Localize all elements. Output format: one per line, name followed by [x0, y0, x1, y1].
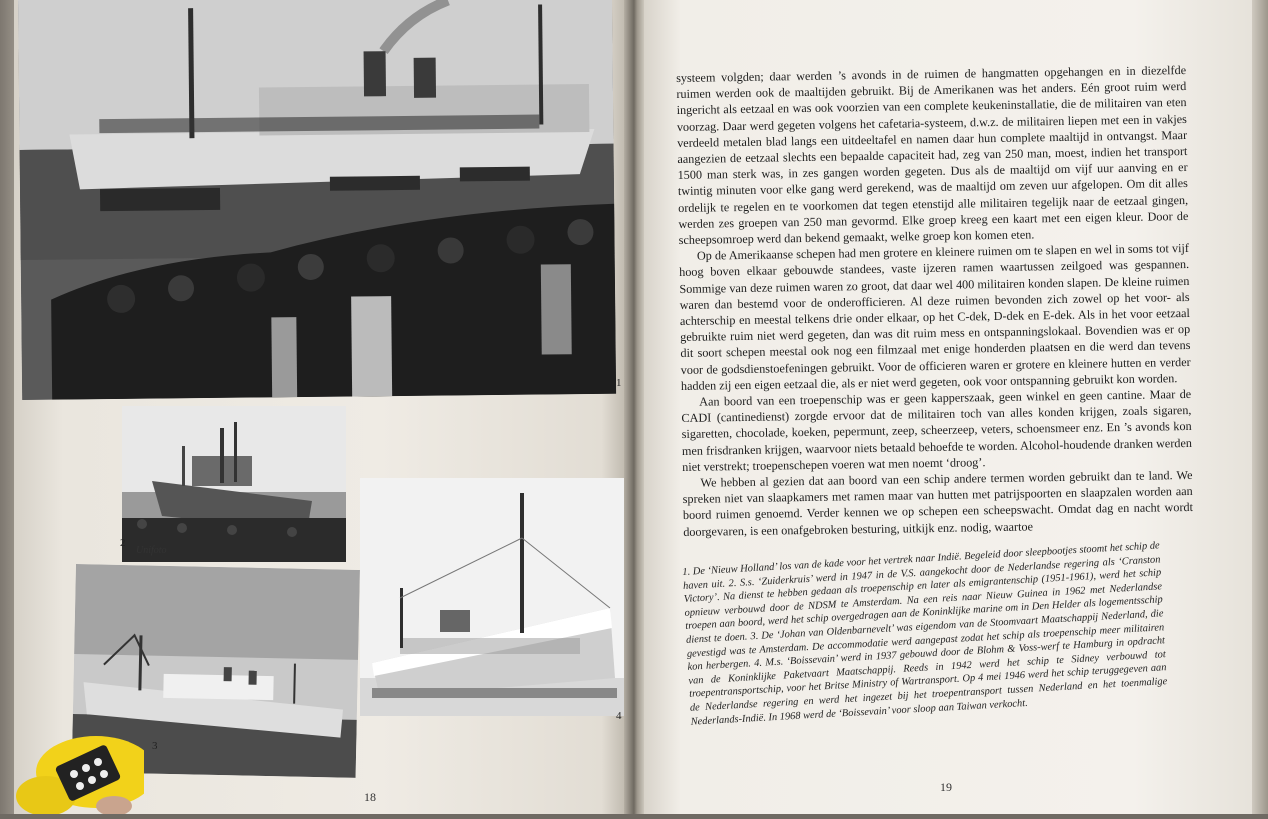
- right-page-number: 19: [940, 780, 952, 794]
- photo-captions: 1. De ‘Nieuw Holland’ los van de kade voor het vertrek naar Indië. Begeleid door sleepbootjes stoomt het schip de haven uit. 2. S.s. ‘Zuiderkruis’ werd in 1947 in de V.S. aangekocht door de Nederlandse regering als ‘Cranston Victory’. Na dienst te hebben gedaan als troepenschip en later als emigrantenschip (1951-1961), werd het schip opnieuw verbouwd door de NDSM te Amsterdam. Na een reis naar Nieuw Guinea in 1962 met Nederlandse troepen aan boord, werd het schip overgedragen aan de Koninklijke marine om in Den Helder als logementsschip dienst te doen. 3. De ‘Johan van Oldenbarnevelt’ was eigendom van de Stoomvaart Maatschappij Nederland, die gevestigd was te Amsterdam. De accommodatie werd aangepast zodat het schip als troepenschip meer militairen kon herbergen. 4. M.s. ‘Boissevain’ werd in 1937 gebouwd door de Blohm & Voss-werf te Hamburg in opdracht van de Koninklijke Paketvaart Maatschappij. Reeds in 1942 werd het schip te Sidney verbouwd tot troepentransportschip, voor het Britse Ministry of Wartransport. Op 4 mei 1946 werd het schip teruggegeven aan de Nederlandse regering en werd het ingezet bij het troepentransport tussen Nederland en het toenmalige Nederlands-Indië. In 1968 werd de ‘Boissevain’ voor sloop aan Taiwan verkocht.: [682, 540, 1168, 728]
- body-text: [676, 62, 1193, 540]
- paragraph: Op de Amerikaanse schepen had men grotere en kleinere ruimen om te slapen en wel in soms tot vijf hoog boven elkaar gebouwde standees, vaste ijzeren ramen waartussen zeilgoed was gespannen. Sommige van deze ruimen waren zo groot, dat daar wel 400 militairen konden slapen. De kleine ruimen waren dan bestemd voor de onderofficieren. Al deze ruimen bevonden zich zowel op het voor- als achterschip en meestal telkens drie onder elkaar, op het C-dek, D-dek en E-dek. Als in het voor eetzaal gebruikte ruim niet werd gegeten, dan was dit ruim mess en ontspanningslokaal. Bovendien was er op dit soort schepen meestal ook nog een filmzaal met enige honderden plaatsen en die werd dan tevens voor de godsdienstoefeningen gebruikt. Voor de officieren waren er grotere en kleinere hutten en verder hadden zij een eigen eetzaal die, als er niet werd gegeten, ook voor ontspanning gebruikt kon worden.: [679, 241, 1191, 393]
- paragraph: We hebben al gezien dat aan boord van een schip andere termen worden gebruikt dan te land. We spreken niet van slaapkamers met ramen maar van hutten met patrijspoorten en slaapzalen worden aan boord ruimen genoemd. Verder kennen we op schepen een scheepswacht. Omdat dag en nacht wordt doorgevaren, is een onafgebroken besturing, uitkijk enz. nodig, waartoe: [682, 468, 1194, 539]
- paragraph: systeem volgden; daar werden ’s avonds in de ruimen de hangmatten opgehangen en in diezelfde ruimen werden ook de maaltijden gebruikt. Bij de Amerikanen was het anders. Eén groot ruim werd ingericht als eetzaal en was ook voorzien van een complete keukeninstallatie, die de militairen van eten voorzag. Daar werd gegeten volgens het cafetaria-systeem, d.w.z. de militairen liepen met een in vakjes verdeeld metalen blad langs een uitdeeltafel en namen daar hun complete maaltijd in ontvangst. Maar aangezien de eetzaal slechts een bepaalde capaciteit had, zeg van 250 man, moest, indien het transport 1500 man sterk was, in zes gangen worden gegeten. Dus als de maaltijd om vijf uur aanving en er twintig minuten voor elke gang werd gerekend, was de maaltijd om zeven uur afgelopen. Om dit alles ordelijk te regelen en te voorkomen dat tegen etenstijd alle militairen tegelijk naar de eetzaal gingen, werden zes groepen van 250 man gevormd. Elke groep kreeg een kaart met een eigen kleur. Door de scheepsomroep werd dan bekend gemaakt, welke groep kon komen eten.: [676, 62, 1189, 248]
- book-spine: [624, 0, 646, 814]
- tape-dispenser: [16, 734, 144, 814]
- photo-3-label: 3: [152, 740, 158, 752]
- photo-2-label: 2: [120, 537, 126, 549]
- paragraph: Aan boord van een troepenschip was er geen kapperszaak, geen winkel en geen cantine. Maar de CADI (cantinedienst) zorgde ervoor dat de militairen toch van alles konden krijgen, zoals sigaren, sigaretten, chocolade, koeken, pepermunt, zeep, scheerzeep, veters, schoensmeer enz. En ’s avonds kon men frisdranken krijgen, waarvoor niets betaald behoefde te worden. Alcohol-houdende dranken werden niet verstrekt; troepenschepen voeren wat men noemt ‘droog’.: [681, 387, 1193, 474]
- page-edge: [1252, 0, 1268, 814]
- photo-2-credit: Unifoto: [136, 545, 167, 556]
- photo-1-label: 1: [616, 377, 622, 389]
- photo-4-label: 4: [616, 710, 622, 722]
- photo-boissevain: [360, 478, 624, 716]
- left-page-number: 18: [364, 790, 376, 804]
- photo-zuiderkruis: [122, 406, 346, 562]
- photo-ship-departure: [18, 0, 616, 400]
